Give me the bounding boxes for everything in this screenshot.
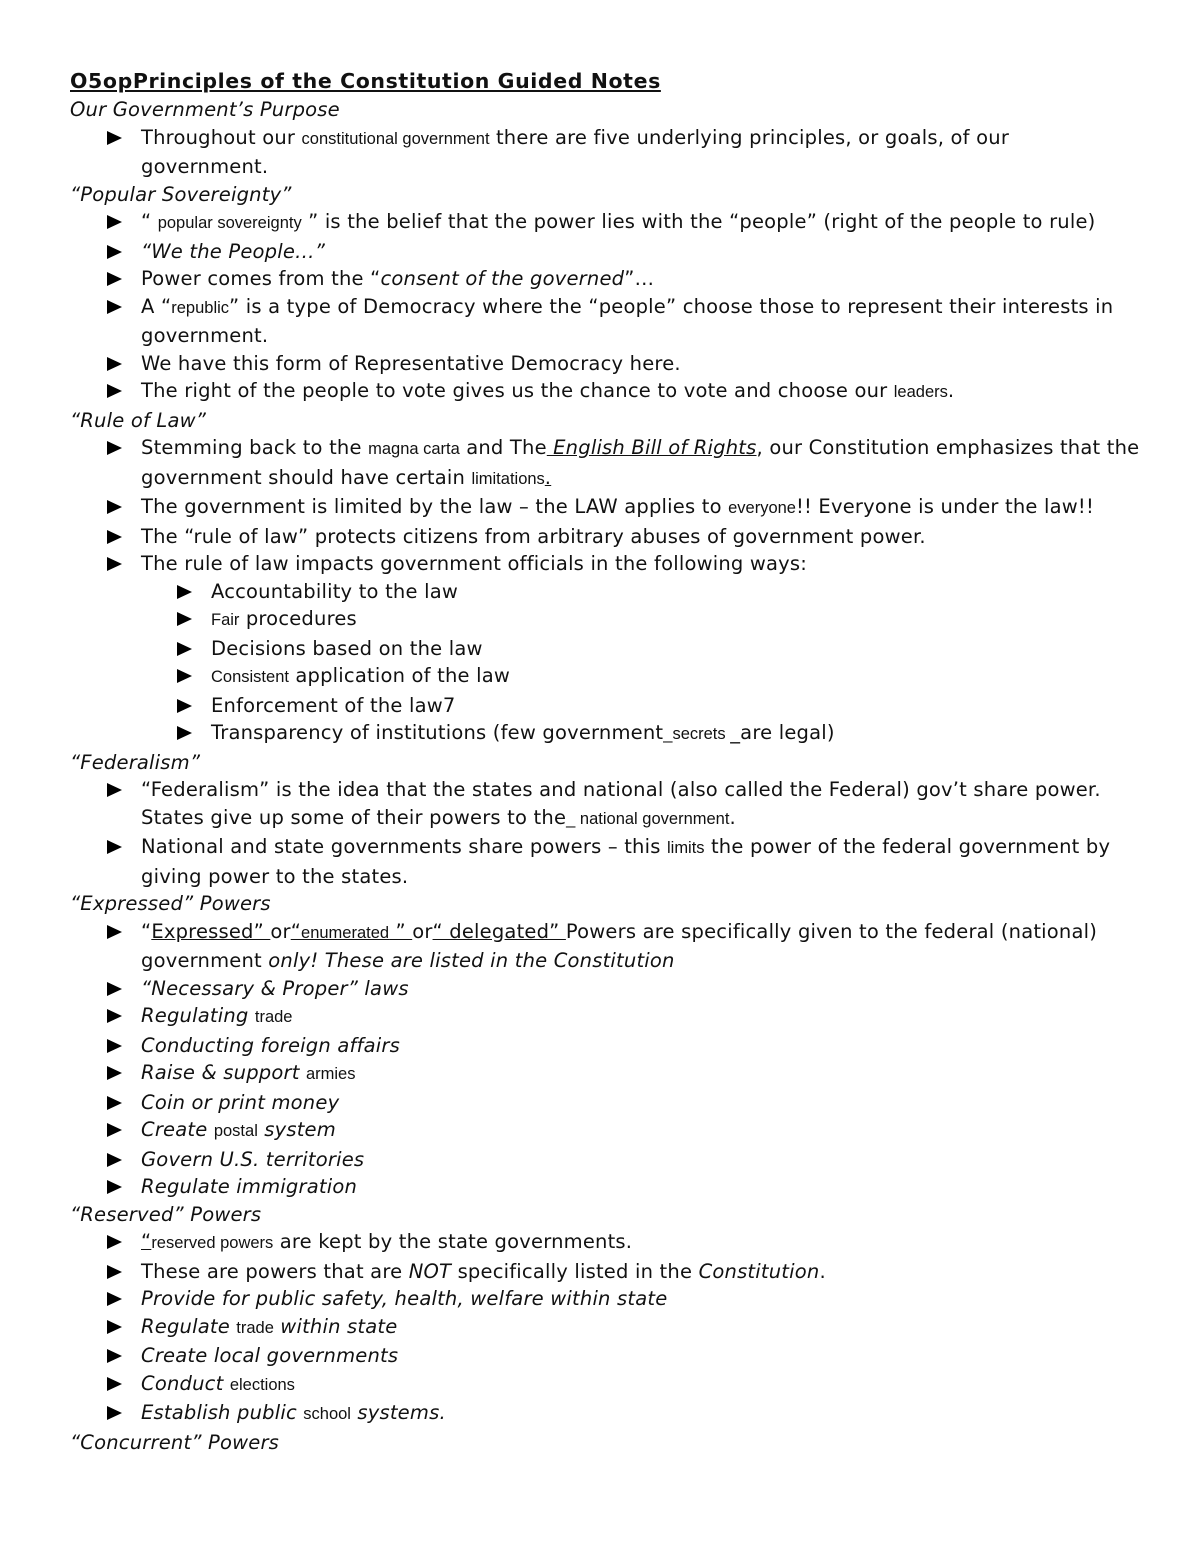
- sub-bullet-item: Consistent application of the law: [70, 662, 1140, 692]
- triangle-bullet-icon: [107, 131, 122, 145]
- bullet-item: Establish public school systems.: [70, 1399, 1140, 1429]
- triangle-bullet-icon: [107, 1153, 122, 1167]
- bullet-list: [70, 1228, 1140, 1429]
- triangle-bullet-icon: [107, 925, 122, 939]
- bullet-list: [70, 208, 1140, 407]
- document-title: O5opPrinciples of the Constitution Guided Notes: [70, 69, 661, 93]
- bullet-item: “reserved powers are kept by the state governments.: [70, 1228, 1140, 1258]
- bullet-item: The rule of law impacts government officials in the following ways:: [70, 550, 1140, 578]
- triangle-bullet-icon: [177, 642, 192, 656]
- section-heading-concurrent-powers: “Concurrent” Powers: [70, 1430, 280, 1454]
- triangle-bullet-icon: [177, 726, 192, 740]
- bullet-item: Conducting foreign affairs: [70, 1032, 1140, 1060]
- triangle-bullet-icon: [107, 500, 122, 514]
- bullet-item: Throughout our constitutional government there are five underlying principles, or goals, of our government.: [70, 124, 1140, 181]
- bullet-item: The right of the people to vote gives us the chance to vote and choose our leaders.: [70, 377, 1140, 407]
- sub-bullet-item: Enforcement of the law7: [70, 692, 1140, 720]
- bullet-item: A “republic” is a type of Democracy where the “people” choose those to represent their interests in government.: [70, 293, 1140, 350]
- triangle-bullet-icon: [107, 840, 122, 854]
- triangle-bullet-icon: [107, 1292, 122, 1306]
- triangle-bullet-icon: [107, 1406, 122, 1420]
- bullet-item: “Federalism” is the idea that the states and national (also called the Federal) gov’t share power. States give up some of their powers to the_ national government.: [70, 776, 1140, 833]
- bullet-list: [70, 124, 1140, 181]
- triangle-bullet-icon: [107, 1377, 122, 1391]
- triangle-bullet-icon: [177, 669, 192, 683]
- bullet-item: Govern U.S. territories: [70, 1146, 1140, 1174]
- triangle-bullet-icon: [107, 300, 122, 314]
- triangle-bullet-icon: [107, 1039, 122, 1053]
- triangle-bullet-icon: [107, 1349, 122, 1363]
- section-heading-purpose: Our Government’s Purpose: [70, 98, 340, 121]
- bullet-item: The “rule of law” protects citizens from arbitrary abuses of government power.: [70, 523, 1140, 551]
- bullet-item: These are powers that are NOT specifically listed in the Constitution.: [70, 1258, 1140, 1286]
- triangle-bullet-icon: [107, 441, 122, 455]
- bullet-item: “We the People…”: [70, 238, 1140, 266]
- bullet-list: [70, 434, 1140, 578]
- bullet-item: Regulate immigration: [70, 1173, 1140, 1201]
- triangle-bullet-icon: [177, 585, 192, 599]
- triangle-bullet-icon: [107, 982, 122, 996]
- triangle-bullet-icon: [107, 1096, 122, 1110]
- triangle-bullet-icon: [107, 1009, 122, 1023]
- bullet-item: Stemming back to the magna carta and The English Bill of Rights, our Constitution emphasizes that the government should have certain limitations.: [70, 434, 1140, 493]
- bullet-item: National and state governments share powers – this limits the power of the federal government by giving power to the states.: [70, 833, 1140, 890]
- triangle-bullet-icon: [107, 1235, 122, 1249]
- bullet-item: Regulate trade within state: [70, 1313, 1140, 1343]
- bullet-item: Create postal system: [70, 1116, 1140, 1146]
- document: [70, 66, 1140, 1456]
- triangle-bullet-icon: [107, 272, 122, 286]
- triangle-bullet-icon: [107, 783, 122, 797]
- triangle-bullet-icon: [177, 612, 192, 626]
- bullet-item: Conduct elections: [70, 1370, 1140, 1400]
- triangle-bullet-icon: [107, 557, 122, 571]
- bullet-item: “ popular sovereignty ” is the belief that the power lies with the “people” (right of the people to rule): [70, 208, 1140, 238]
- triangle-bullet-icon: [107, 1123, 122, 1137]
- triangle-bullet-icon: [107, 384, 122, 398]
- section-heading-popular-sovereignty: “Popular Sovereignty”: [70, 182, 292, 206]
- bullet-list: [70, 918, 1140, 1201]
- bullet-item: The government is limited by the law – the LAW applies to everyone!! Everyone is under the law!!: [70, 493, 1140, 523]
- bullet-item: Coin or print money: [70, 1089, 1140, 1117]
- bullet-item: Raise & support armies: [70, 1059, 1140, 1089]
- sub-bullet-item: Transparency of institutions (few government_secrets _are legal): [70, 719, 1140, 749]
- bullet-item: Regulating trade: [70, 1002, 1140, 1032]
- triangle-bullet-icon: [107, 1320, 122, 1334]
- bullet-item: Provide for public safety, health, welfare within state: [70, 1285, 1140, 1313]
- section-heading-rule-of-law: “Rule of Law”: [70, 408, 207, 432]
- sub-bullet-item: Decisions based on the law: [70, 635, 1140, 663]
- bullet-list: [70, 776, 1140, 890]
- bullet-item: We have this form of Representative Democracy here.: [70, 350, 1140, 378]
- triangle-bullet-icon: [107, 1265, 122, 1279]
- bullet-item: Create local governments: [70, 1342, 1140, 1370]
- triangle-bullet-icon: [107, 215, 122, 229]
- section-heading-expressed-powers: “Expressed” Powers: [70, 892, 271, 915]
- triangle-bullet-icon: [107, 245, 122, 259]
- bullet-item: “Expressed” or“enumerated ” or“ delegated” Powers are specifically given to the federal (national) government only! These are listed in the Constitution: [70, 918, 1140, 975]
- triangle-bullet-icon: [107, 1066, 122, 1080]
- section-heading-reserved-powers: “Reserved” Powers: [70, 1202, 262, 1226]
- sub-bullet-item: Accountability to the law: [70, 578, 1140, 606]
- sub-bullet-list: [70, 578, 1140, 749]
- section-heading-federalism: “Federalism”: [70, 750, 201, 774]
- bullet-item: “Necessary & Proper” laws: [70, 975, 1140, 1003]
- triangle-bullet-icon: [177, 699, 192, 713]
- triangle-bullet-icon: [107, 357, 122, 371]
- triangle-bullet-icon: [107, 530, 122, 544]
- bullet-item: Power comes from the “consent of the governed”…: [70, 265, 1140, 293]
- triangle-bullet-icon: [107, 1180, 122, 1194]
- sub-bullet-item: Fair procedures: [70, 605, 1140, 635]
